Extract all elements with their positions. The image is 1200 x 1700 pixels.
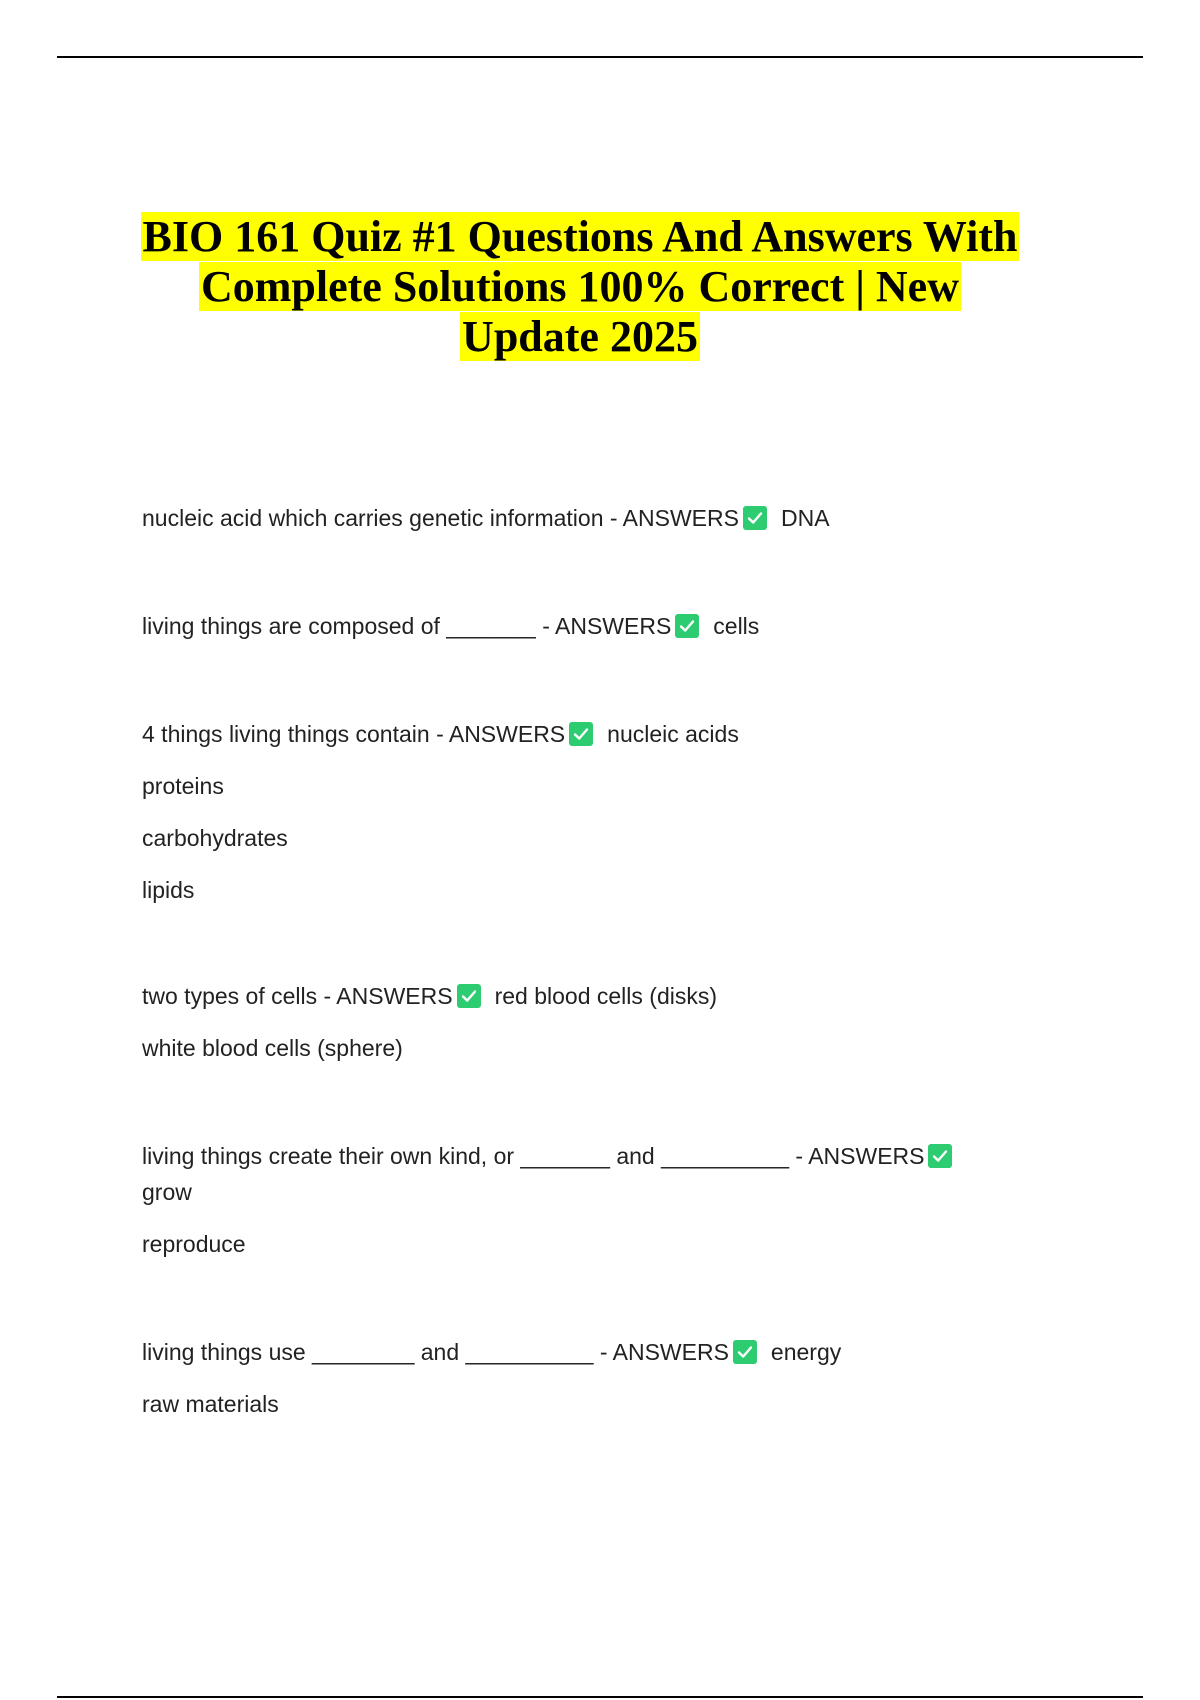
answer-line: lipids — [142, 877, 195, 903]
question-line — [142, 719, 1062, 749]
check-mark-icon — [743, 506, 767, 530]
answer-line: raw materials — [142, 1391, 279, 1417]
document-title — [120, 212, 1040, 362]
question-line — [142, 1337, 1062, 1367]
answer-line: reproduce — [142, 1231, 246, 1257]
answer-text: DNA — [780, 505, 830, 531]
answer-line: carbohydrates — [142, 825, 288, 851]
question-text: two types of cells - ANSWERS — [142, 983, 453, 1009]
check-mark-icon — [457, 984, 481, 1008]
header-rule — [57, 56, 1143, 58]
footer-rule — [57, 1696, 1143, 1698]
question-line — [142, 611, 1062, 641]
title-line-3: Update 2025 — [462, 312, 698, 361]
answer-text: grow — [142, 1179, 192, 1205]
answer-text: red blood cells (disks) — [494, 983, 718, 1009]
check-mark-icon — [569, 722, 593, 746]
answer-line: white blood cells (sphere) — [142, 1035, 403, 1061]
question-text: nucleic acid which carries genetic information - ANSWERS — [142, 505, 739, 531]
check-mark-icon — [733, 1340, 757, 1364]
question-text: 4 things living things contain - ANSWERS — [142, 721, 566, 747]
qa-item — [142, 503, 1062, 533]
check-mark-icon — [928, 1144, 952, 1168]
answer-text: cells — [713, 613, 760, 639]
qa-item — [142, 1141, 1062, 1259]
answer-text: energy — [770, 1339, 842, 1365]
question-text: living things use ________ and __________ - ANSWERS — [142, 1339, 729, 1365]
title-line-1: BIO 161 Quiz #1 Questions And Answers With — [142, 212, 1018, 261]
qa-item — [142, 719, 1062, 905]
title-line-2: Complete Solutions 100% Correct | New — [201, 262, 959, 311]
question-text: living things create their own kind, or _______ and __________ - ANSWERS — [142, 1143, 925, 1169]
qa-item — [142, 981, 1062, 1063]
question-text: living things are composed of _______ - ANSWERS — [142, 613, 672, 639]
check-mark-icon — [675, 614, 699, 638]
answer-text: nucleic acids — [607, 721, 739, 747]
question-line — [142, 1141, 1062, 1171]
question-line — [142, 503, 1062, 533]
qa-item — [142, 1337, 1062, 1419]
question-line — [142, 981, 1062, 1011]
answer-line: proteins — [142, 773, 224, 799]
qa-item — [142, 611, 1062, 641]
